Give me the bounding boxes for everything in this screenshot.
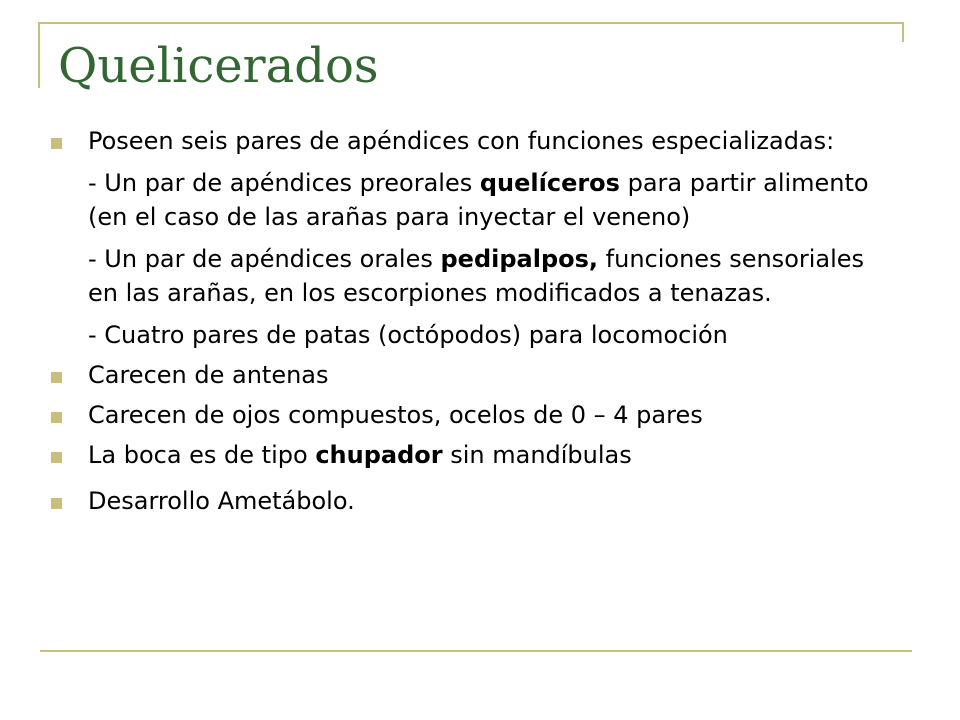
sub-item-queliceros [88, 166, 878, 234]
slide-body [88, 124, 878, 518]
bullet-text [88, 438, 878, 472]
sub-item-text: funciones sensoriales en las arañas, en los escorpiones modificados a tenazas. [88, 245, 865, 307]
sub-item-patas [88, 318, 878, 352]
bullet-item-desarrollo [88, 484, 878, 518]
right-rule [902, 22, 904, 42]
bullet-item-appendages [88, 124, 878, 158]
square-bullet-icon [51, 412, 62, 423]
left-rule [38, 22, 40, 88]
slide-title: Quelicerados [58, 38, 379, 94]
bottom-rule [40, 650, 912, 652]
sub-item-pedipalpos [88, 242, 878, 310]
sub-item-text: - Un par de apéndices orales [88, 245, 441, 273]
square-bullet-icon [51, 138, 62, 149]
sub-item-text: - Un par de apéndices preorales [88, 169, 480, 197]
bold-term: pedipalpos, [440, 245, 599, 273]
bullet-text: Carecen de ojos compuestos, ocelos de 0 – 4 pares [88, 401, 703, 429]
bullet-text: Poseen seis pares de apéndices con funciones especializadas: [88, 127, 835, 155]
square-bullet-icon [51, 452, 62, 463]
bullet-text-part: La boca es de tipo [88, 441, 316, 469]
sub-item-text: para partir alimento (en el caso de las arañas para inyectar el veneno) [88, 169, 869, 231]
bold-term: chupador [315, 441, 443, 469]
square-bullet-icon [51, 498, 62, 509]
bold-term: quelíceros [479, 169, 620, 197]
sub-item-text: - Cuatro pares de patas (octópodos) para locomoción [88, 321, 728, 349]
square-bullet-icon [51, 372, 62, 383]
bullet-item-antenas [88, 358, 878, 392]
bullet-item-boca [88, 438, 878, 472]
bullet-text-part: sin mandíbulas [442, 441, 632, 469]
bullet-text: Carecen de antenas [88, 361, 329, 389]
top-rule [40, 22, 904, 24]
bullet-text: Desarrollo Ametábolo. [88, 487, 355, 515]
bullet-item-ojos [88, 398, 878, 432]
